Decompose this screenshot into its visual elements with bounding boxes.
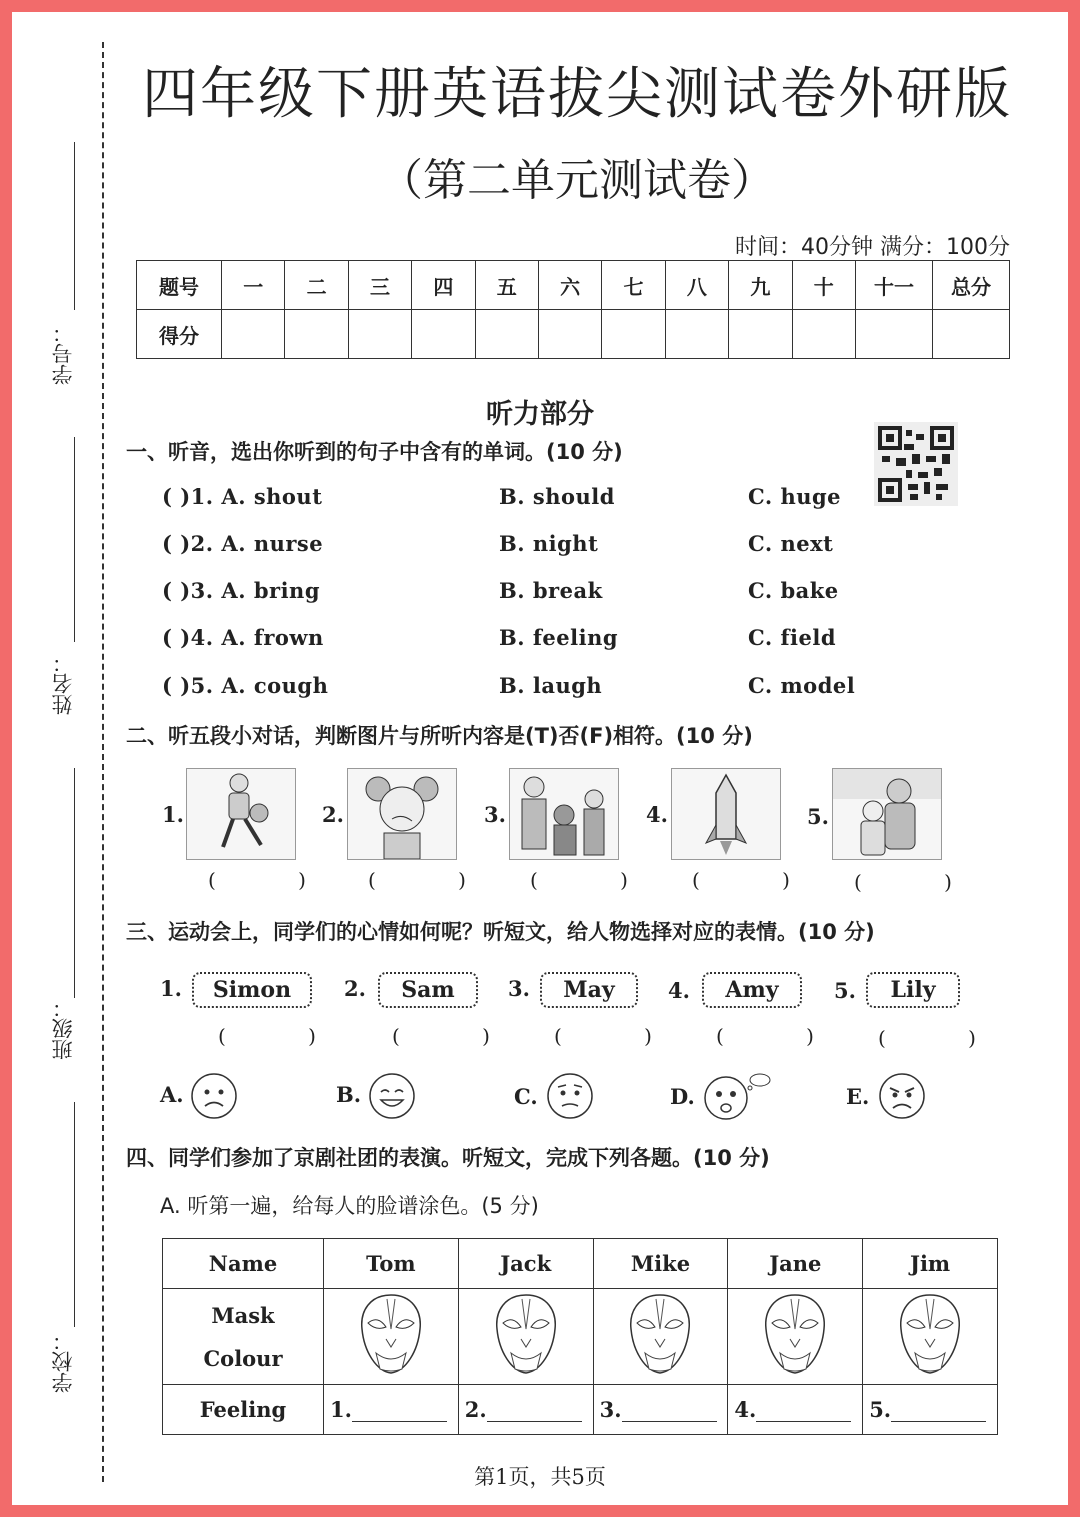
q1-item-2-a: ( )2. A. nurse (162, 531, 324, 556)
sad-face-icon (190, 1072, 238, 1120)
feeling-blank[interactable] (622, 1399, 717, 1422)
student-name: Mike (593, 1239, 728, 1289)
q2-title: 二、听五段小对话，判断图片与所听内容是(T)否(F)相符。(10 分) (126, 724, 753, 748)
mask-table (162, 1238, 998, 1435)
q3-number: 3. (508, 976, 530, 1001)
score-input-cell[interactable] (602, 310, 665, 359)
score-cell: 题号 (137, 261, 222, 310)
q1-item-3-c: C. bake (748, 578, 839, 603)
student-name: Jack (458, 1239, 593, 1289)
feeling-cell[interactable] (458, 1385, 593, 1435)
feeling-number: 5. (869, 1397, 892, 1422)
mask-table-mask-row (163, 1289, 998, 1385)
page-subtitle: （第二单元测试卷） (379, 155, 775, 206)
score-cell: 七 (602, 261, 665, 310)
score-table-header-row (137, 261, 1010, 310)
q4-title: 四、同学们参加了京剧社团的表演。听短文，完成下列各题。(10 分) (126, 1146, 770, 1170)
score-cell: 三 (348, 261, 411, 310)
rocket-icon (671, 768, 781, 860)
face-label-a: A. (160, 1082, 184, 1107)
score-cell: 六 (538, 261, 601, 310)
score-cell: 二 (285, 261, 348, 310)
angry-face-icon (878, 1072, 926, 1120)
mask-colour-label (163, 1289, 324, 1385)
q3-answer-blank[interactable]: ( ) (878, 1026, 1014, 1050)
surprised-face-icon (702, 1072, 772, 1120)
score-cell: 四 (412, 261, 475, 310)
score-cell: 九 (729, 261, 792, 310)
colour-label: Colour (203, 1345, 283, 1371)
q3-name-tag: Sam (378, 972, 478, 1008)
q1-item-5-a: ( )5. A. cough (162, 673, 329, 698)
name-label: 姓名： (51, 652, 75, 715)
q1-item-5-b: B. laugh (499, 673, 603, 698)
father-child-hug-icon (832, 768, 942, 860)
score-input-cell[interactable] (792, 310, 855, 359)
mask-cell[interactable] (728, 1289, 863, 1385)
opera-mask-icon (895, 1293, 965, 1375)
student-name: Tom (324, 1239, 459, 1289)
boy-basketball-icon (186, 768, 296, 860)
girl-sneezing-icon (347, 768, 457, 860)
student-number-line (74, 142, 75, 310)
q1-item-2-c: C. next (748, 531, 834, 556)
q1-item-3-b: B. break (499, 578, 603, 603)
exam-page (12, 12, 1068, 1505)
mask-cell[interactable] (593, 1289, 728, 1385)
q1-title: 一、听音，选出你听到的句子中含有的单词。(10 分) (126, 440, 623, 464)
feeling-number: 3. (599, 1397, 622, 1422)
score-input-cell[interactable] (729, 310, 792, 359)
score-table-score-row (137, 310, 1010, 359)
school-line (74, 1102, 75, 1327)
q2-number: 2. (322, 802, 344, 827)
q3-number: 2. (344, 976, 366, 1001)
q1-item-1-c: C. huge (748, 484, 842, 509)
binding-dashed-line (102, 42, 104, 1482)
score-input-cell[interactable] (856, 310, 933, 359)
name-label: Name (163, 1239, 324, 1289)
page-title: 四年级下册英语拔尖测试卷外研版 (142, 62, 1012, 127)
q4-sub-a: A. 听第一遍，给每人的脸谱涂色。(5 分) (160, 1194, 539, 1218)
q3-number: 5. (834, 978, 856, 1003)
q3-number: 1. (160, 976, 182, 1001)
q1-item-1-b: B. should (499, 484, 615, 509)
q1-item-4-b: B. feeling (499, 625, 619, 650)
class-label: 班级： (51, 997, 75, 1060)
worried-face-icon (546, 1072, 594, 1120)
q2-number: 3. (484, 802, 506, 827)
face-label-d: D. (670, 1084, 695, 1109)
score-cell: 十一 (856, 261, 933, 310)
q3-answer-blank[interactable]: ( ) (218, 1024, 354, 1048)
q2-answer-blank[interactable]: ( ) (530, 868, 666, 892)
score-input-cell[interactable] (412, 310, 475, 359)
mask-table-name-row (163, 1239, 998, 1289)
listening-heading: 听力部分 (486, 399, 594, 430)
feeling-number: 1. (330, 1397, 352, 1422)
feeling-blank[interactable] (891, 1399, 986, 1422)
class-line (74, 768, 75, 998)
feeling-number: 2. (464, 1397, 487, 1422)
student-name: Jim (863, 1239, 998, 1289)
score-table (136, 260, 1010, 359)
opera-mask-icon (760, 1293, 830, 1375)
score-cell: 一 (222, 261, 285, 310)
q2-number: 5. (807, 804, 829, 829)
q1-item-2-b: B. night (499, 531, 599, 556)
opera-mask-icon (356, 1293, 426, 1375)
mask-table-feeling-row (163, 1385, 998, 1435)
mask-cell[interactable] (458, 1289, 593, 1385)
score-input-cell[interactable] (348, 310, 411, 359)
score-cell: 五 (475, 261, 538, 310)
page-footer: 第1页，共5页 (474, 1465, 606, 1489)
feeling-label: Feeling (163, 1385, 324, 1435)
q1-item-5-c: C. model (748, 673, 856, 698)
feeling-blank[interactable] (352, 1399, 447, 1422)
q2-answer-blank[interactable]: ( ) (854, 870, 990, 894)
score-input-cell[interactable] (285, 310, 348, 359)
q2-number: 1. (162, 802, 184, 827)
q2-answer-blank[interactable]: ( ) (368, 868, 504, 892)
feeling-number: 4. (734, 1397, 757, 1422)
happy-face-icon (368, 1072, 416, 1120)
score-input-cell[interactable] (665, 310, 728, 359)
opera-mask-icon (491, 1293, 561, 1375)
student-name: Jane (728, 1239, 863, 1289)
mask-cell[interactable] (324, 1289, 459, 1385)
q3-answer-blank[interactable]: ( ) (392, 1024, 528, 1048)
q3-number: 4. (668, 978, 690, 1003)
student-number-label: 学号： (51, 322, 75, 385)
q3-name-tag: Lily (866, 972, 960, 1008)
feeling-cell[interactable] (863, 1385, 998, 1435)
mask-label: Mask (211, 1302, 275, 1328)
q1-item-4-a: ( )4. A. frown (162, 625, 324, 650)
q1-item-1-a: ( )1. A. shout (162, 484, 323, 509)
q3-answer-blank[interactable]: ( ) (716, 1024, 852, 1048)
q1-item-3-a: ( )3. A. bring (162, 578, 321, 603)
feeling-blank[interactable] (756, 1399, 851, 1422)
q1-item-4-c: C. field (748, 625, 836, 650)
opera-mask-icon (625, 1293, 695, 1375)
school-label: 学校： (51, 1330, 75, 1393)
q2-answer-blank[interactable]: ( ) (208, 868, 344, 892)
mask-cell[interactable] (863, 1289, 998, 1385)
q2-answer-blank[interactable]: ( ) (692, 868, 828, 892)
score-cell: 十 (792, 261, 855, 310)
q2-number: 4. (646, 802, 668, 827)
score-input-cell[interactable] (933, 310, 1010, 359)
feeling-cell[interactable] (324, 1385, 459, 1435)
face-label-b: B. (336, 1082, 362, 1107)
face-label-c: C. (514, 1084, 538, 1109)
score-input-cell[interactable] (475, 310, 538, 359)
score-cell: 得分 (137, 310, 222, 359)
q3-answer-blank[interactable]: ( ) (554, 1024, 690, 1048)
time-info: 时间：40分钟 满分：100分 (735, 235, 1010, 260)
name-line (74, 437, 75, 642)
feeling-blank[interactable] (487, 1399, 582, 1422)
score-cell: 总分 (933, 261, 1010, 310)
feeling-cell[interactable] (593, 1385, 728, 1435)
score-input-cell[interactable] (538, 310, 601, 359)
q3-title: 三、运动会上，同学们的心情如何呢？听短文，给人物选择对应的表情。(10 分) (126, 920, 875, 944)
q3-name-tag: Amy (702, 972, 802, 1008)
q3-name-tag: May (540, 972, 638, 1008)
score-input-cell[interactable] (222, 310, 285, 359)
score-cell: 八 (665, 261, 728, 310)
q3-name-tag: Simon (192, 972, 312, 1008)
face-label-e: E. (846, 1084, 870, 1109)
opera-performers-icon (509, 768, 619, 860)
feeling-cell[interactable] (728, 1385, 863, 1435)
qr-code-icon (874, 422, 958, 506)
